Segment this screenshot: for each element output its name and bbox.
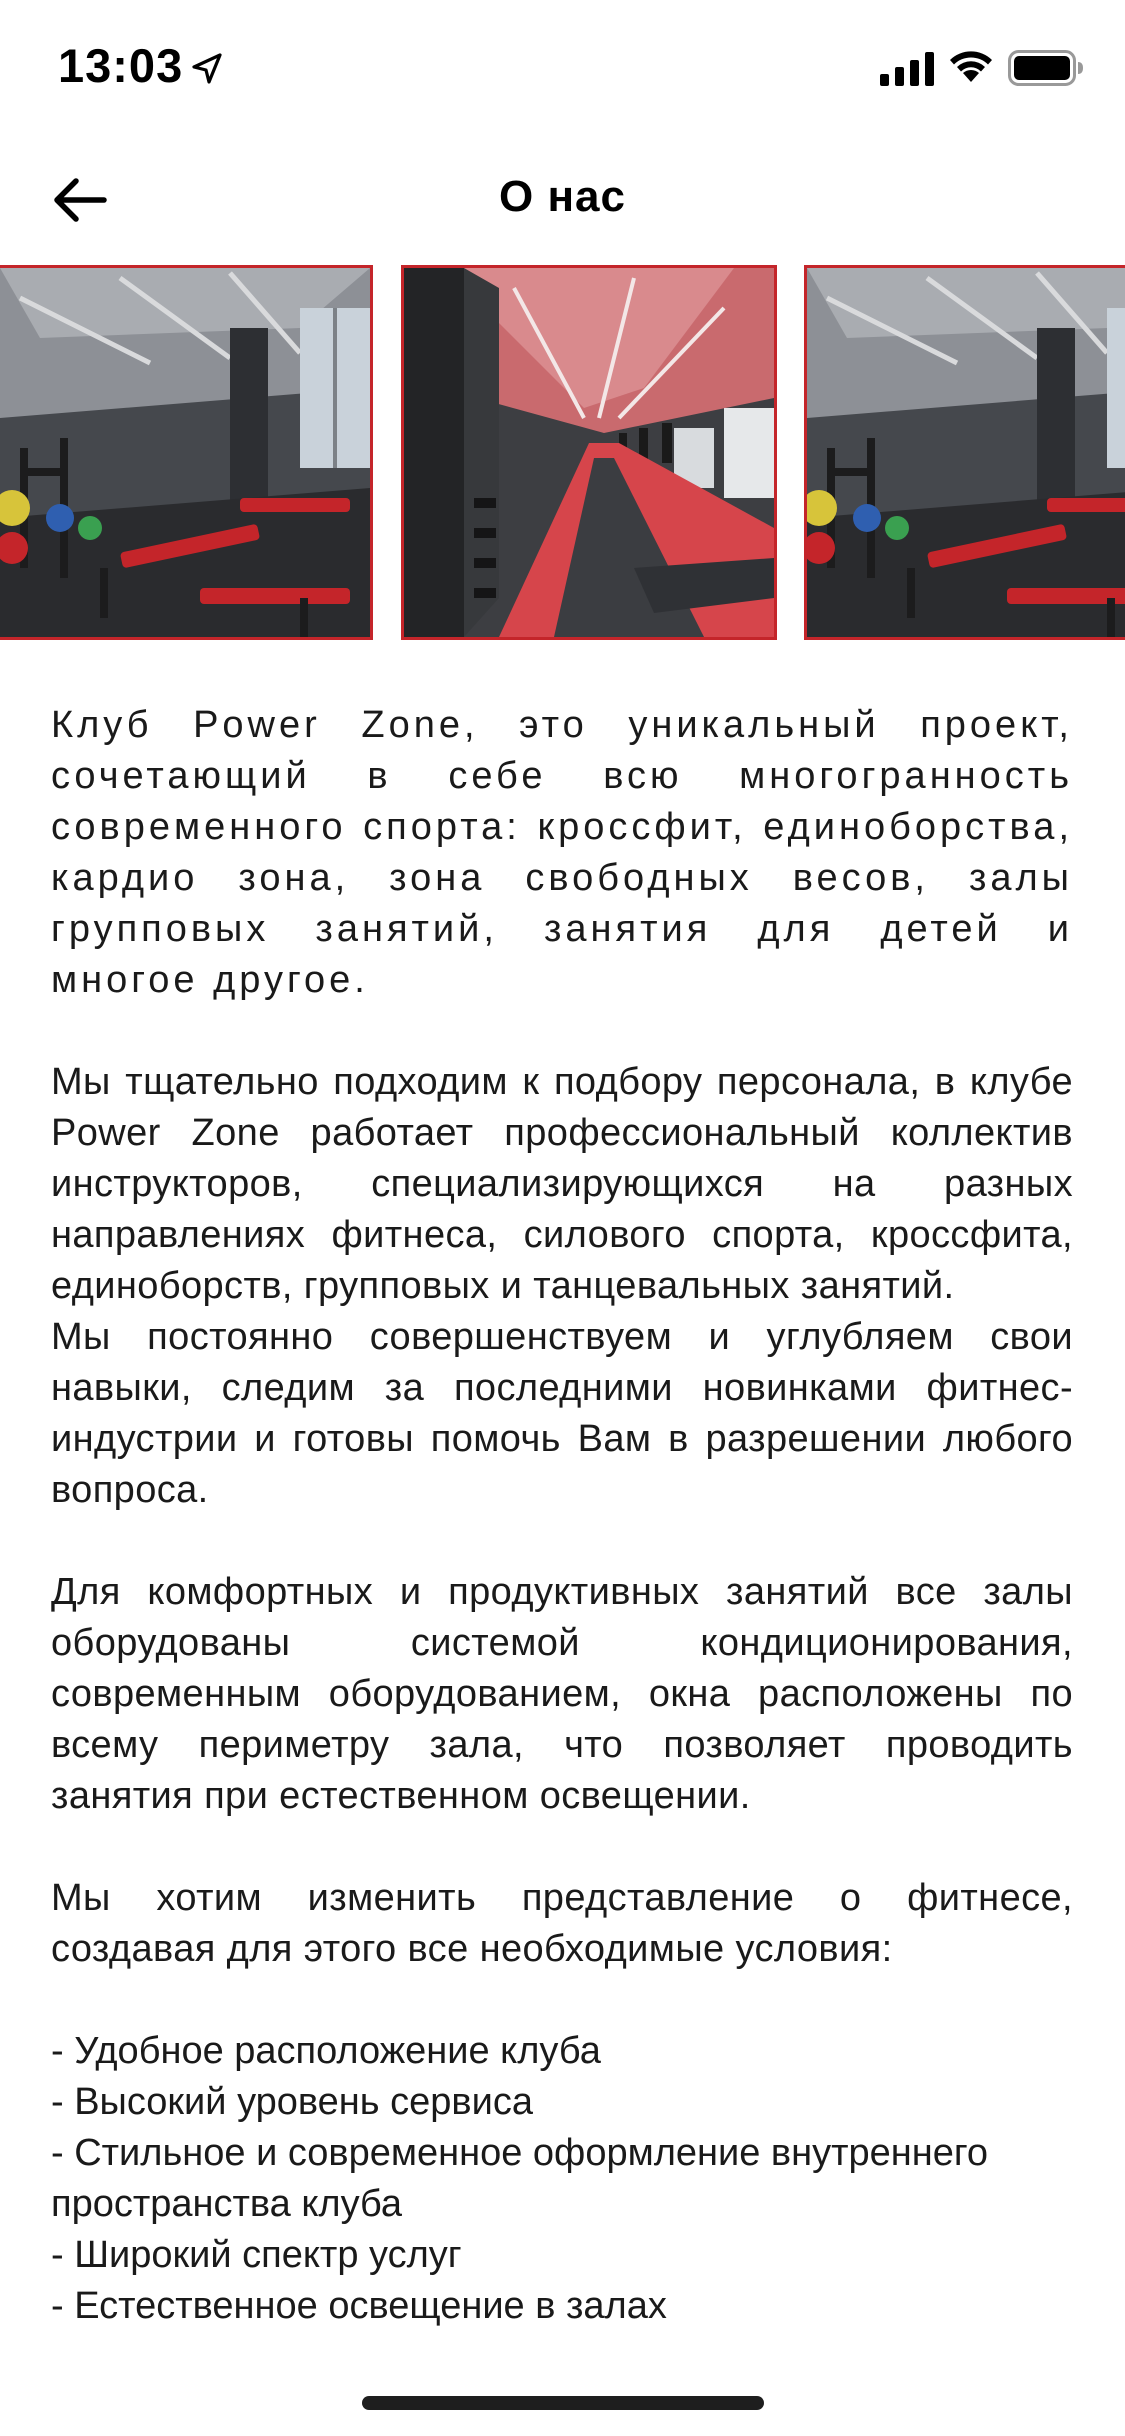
- about-paragraph-skills: Мы постоянно совершенствуем и углубляем свои навыки, следим за последними новинками фитнес-индустрии и готовы помочь Вам в разрешении любого вопроса.: [51, 1316, 1073, 1511]
- list-item: - Естественное освещение в залах: [51, 2285, 667, 2327]
- home-indicator[interactable]: [362, 2396, 764, 2410]
- wifi-icon: [948, 48, 994, 84]
- gallery-photo[interactable]: [0, 265, 373, 640]
- nav-bar: [0, 132, 1125, 264]
- gallery-photo[interactable]: [401, 265, 777, 640]
- list-item: - Удобное расположение клуба: [51, 2030, 601, 2072]
- list-item: - Стильное и современное оформление внутреннего пространства клуба: [51, 2132, 989, 2225]
- about-paragraph-staff: Мы тщательно подходим к подбору персонала, в клубе Power Zone работает профессиональный коллектив инструкторов, специализирующихся на разных направлениях фитнеса, силового спорта, кроссфита, единоборств, групповых и танцевальных занятий.: [51, 1061, 1073, 1307]
- photo-gallery[interactable]: [0, 265, 1125, 640]
- list-item: - Высокий уровень сервиса: [51, 2081, 533, 2123]
- gallery-photo[interactable]: [804, 265, 1125, 640]
- advantages-list: [51, 2026, 1073, 2332]
- gym-photo-image: [807, 268, 1125, 637]
- cellular-signal-icon: [880, 52, 934, 86]
- list-item: - Широкий спектр услуг: [51, 2234, 462, 2276]
- battery-icon: [1008, 50, 1084, 86]
- status-time: 13:03: [58, 39, 184, 92]
- about-content: [51, 700, 1073, 2332]
- about-paragraph-goal: Мы хотим изменить представление о фитнесе, создавая для этого все необходимые условия:: [51, 1877, 1073, 1970]
- about-paragraph-intro: Клуб Power Zone, это уникальный проект, сочетающий в себе всю многогранность современного спорта: кроссфит, единоборства, кардио зона, зона свободных весов, залы групповых занятий, занятия для детей и многое другое.: [51, 704, 1073, 1001]
- martial-arts-hall-image: [404, 268, 774, 637]
- page-title: О нас: [499, 172, 626, 221]
- status-bar: [0, 0, 1125, 132]
- about-paragraph-facilities: Для комфортных и продуктивных занятий все залы оборудованы системой кондиционирования, современным оборудованием, окна расположены по всему периметру зала, что позволяет проводить занятия при естественном освещении.: [51, 1571, 1073, 1817]
- gym-photo-image: [0, 268, 370, 637]
- location-arrow-icon: [190, 52, 224, 86]
